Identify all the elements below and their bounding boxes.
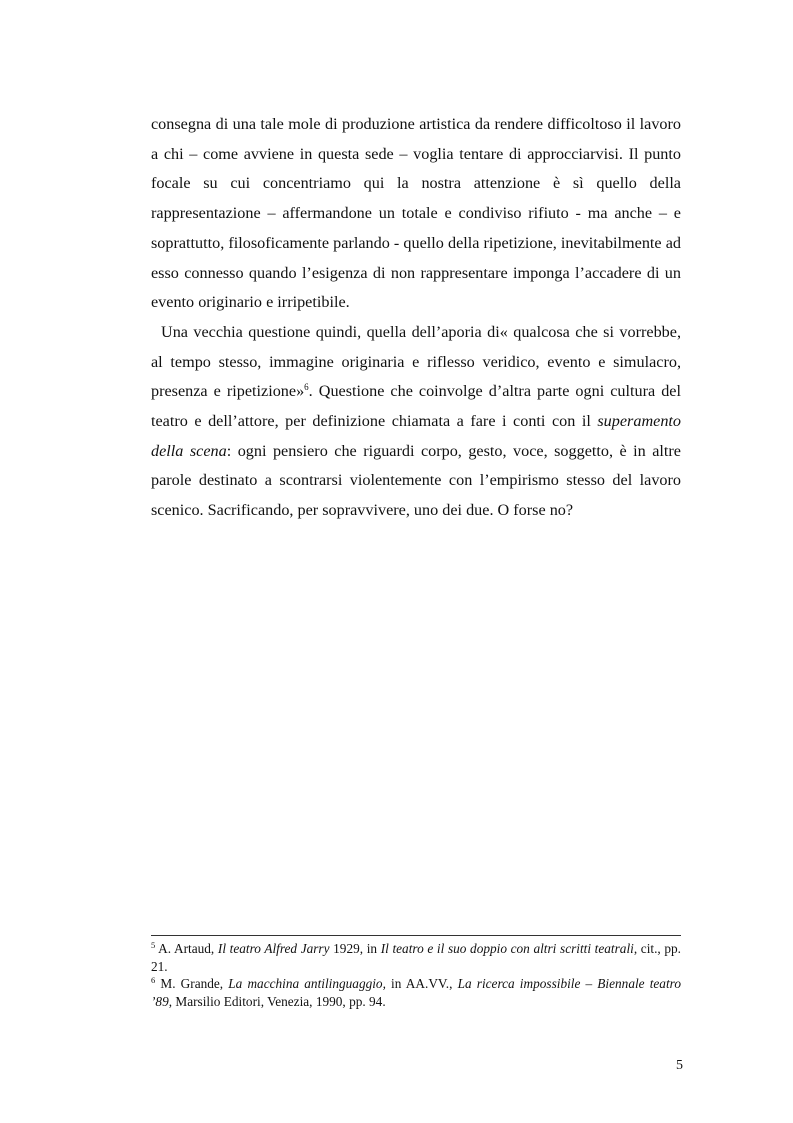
footnote-text: in AA.VV., bbox=[385, 976, 458, 991]
footnote-number: 5 bbox=[151, 940, 156, 950]
footnote-author: M. Grande, bbox=[160, 976, 229, 991]
footnote-text: , Marsilio Editori, Venezia, 1990, pp. 94. bbox=[168, 993, 386, 1009]
footnote-author: A. Artaud, bbox=[158, 941, 218, 956]
paragraph-2 bbox=[151, 318, 681, 526]
footnote-title: Il teatro e il suo doppio con altri scritti teatrali bbox=[380, 941, 634, 956]
paragraph-1: consegna di una tale mole di produzione artistica da rendere difficoltoso il lavoro a chi – come avviene in questa sede – voglia tentare di approcciarvisi. Il punto focale su cui concentriamo qui la nostra attenzione è sì quello della rappresentazione – affermandone un totale e condiviso rifiuto - ma anche – e soprattutto, filosoficamente parlando - quello della ripetizione, inevitabilmente ad esso connesso quando l’esigenza di non rappresentare imponga l’accadere di un evento originario e irripetibile. bbox=[151, 115, 681, 312]
page-number: 5 bbox=[676, 1058, 683, 1073]
footnote-text: , cit., pp. 21. bbox=[151, 941, 682, 974]
footnote-number: 6 bbox=[151, 975, 156, 985]
footnote-divider bbox=[151, 935, 681, 936]
paragraph-2-italic: superamento della scena bbox=[151, 412, 681, 460]
paragraph-2-part-1: Una vecchia questione quindi, quella dell’aporia di« qualcosa che si vorrebbe, al tempo stesso, immagine originaria e riflesso veridico, evento e simulacro, presenza e ripetizione» bbox=[151, 322, 681, 401]
body-text bbox=[151, 110, 681, 526]
footnote-text: 1929, in bbox=[329, 941, 381, 956]
paragraph-2-part-2: . Questione che coinvolge d’altra parte ogni cultura del teatro e dell’attore, per definizione chiamata a fare i conti con il bbox=[151, 382, 681, 431]
footnote-title: La macchina antilinguaggio, bbox=[228, 976, 386, 991]
footnote-5 bbox=[151, 940, 681, 975]
paragraph-2-part-3: : ogni pensiero che riguardi corpo, gesto, voce, soggetto, è in altre parole destinato a scontrarsi violentemente con l’empirismo stesso del lavoro scenico. Sacrificando, per sopravvivere, uno dei due. O forse no? bbox=[151, 441, 681, 520]
footnote-ref-6: 6 bbox=[304, 382, 309, 393]
footnote-title: Il teatro Alfred Jarry bbox=[217, 941, 330, 956]
footnotes bbox=[151, 940, 681, 1010]
footnote-title: La ricerca impossibile – Biennale teatro ’89 bbox=[151, 976, 681, 1009]
footnote-6 bbox=[151, 975, 681, 1010]
